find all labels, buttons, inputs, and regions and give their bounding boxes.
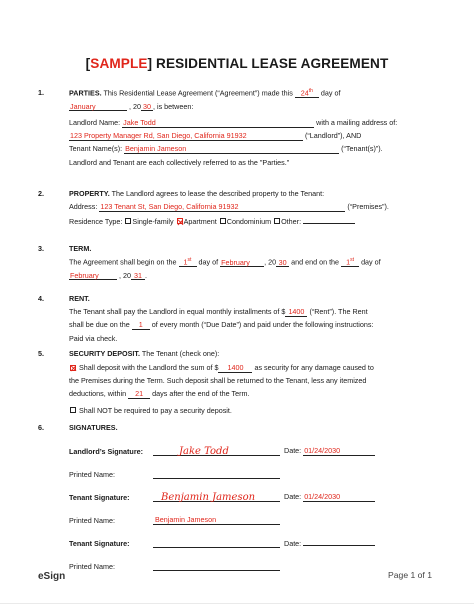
- landlord-signature-row: Landlord’s Signature: Jake Todd Date: 01/24/2030: [69, 437, 444, 460]
- rent-due-day-field[interactable]: 1: [132, 321, 150, 330]
- premises-address-field[interactable]: 123 Tenant St, San Diego, California 91932: [99, 203, 345, 212]
- other-type-field[interactable]: [303, 223, 355, 224]
- end-month[interactable]: February: [69, 272, 117, 281]
- tenant-printed-name: Benjamin Jameson: [155, 514, 217, 524]
- payment-instructions: Paid via check.: [69, 333, 118, 343]
- section-security-deposit: 5. SECURITY DEPOSIT. The Tenant (check one): Shall deposit with the Landlord the sum of $ 1400 as security for any damage caused to the Premises during the Term. Such deposit shall be returned to the Tenant, less any itemized deductions, within 21 days after the end of the Term. Shall NOT be required to pay a security deposit.: [38, 349, 374, 415]
- landlord-name-field[interactable]: Jake Todd: [122, 119, 314, 128]
- condominium-checkbox[interactable]: [220, 218, 226, 224]
- deposit-amount-field[interactable]: 1400: [218, 364, 252, 373]
- end-day[interactable]: 1st: [341, 258, 359, 267]
- landlord-address-field[interactable]: 123 Property Manager Rd, San Diego, California 91932: [69, 132, 303, 141]
- section-rent: 4. RENT. The Tenant shall pay the Landlord in equal monthly installments of $ 1400 (“Rent”). The Rent shall be due on the 1 of every month (“Due Date”) and paid under the following instructions: Paid via check.: [38, 295, 444, 347]
- tenant2-signature-row: Tenant Signature: Date:: [69, 529, 444, 552]
- bottom-divider: [0, 603, 474, 604]
- tenant2-date-field[interactable]: [303, 545, 375, 546]
- tenant-name-field[interactable]: Benjamin Jameson: [124, 145, 339, 154]
- landlord-signature: Jake Todd: [179, 446, 229, 458]
- sample-label: SAMPLE: [90, 56, 148, 71]
- tenant2-printed-row: Printed Name:: [69, 552, 444, 575]
- start-year[interactable]: 30: [276, 259, 289, 268]
- tenant2-printed-name-field[interactable]: [153, 553, 280, 571]
- single-family-checkbox[interactable]: [125, 218, 131, 224]
- landlord-printed-name-field[interactable]: [153, 461, 280, 479]
- tenant-signature: Benjamin Jameson: [161, 492, 256, 504]
- apartment-checkbox[interactable]: [177, 218, 183, 224]
- rent-amount-field[interactable]: 1400: [285, 308, 307, 317]
- end-year[interactable]: 31: [131, 272, 145, 281]
- section-parties: 1. PARTIES. This Residential Lease Agreement (“Agreement”) made this 24th day of January , 20 30 , is between: Landlord Name: Jake Todd with a mailing address of: 123 Property Manager Rd, San Diego, California 91932 (“Landlord”), AND Tenant Name(s): Benjamin Jameson (“Tenant(s)”). Landlord and Tenant are each collectively referred to as the "Parties.": [38, 89, 444, 171]
- agreement-month[interactable]: January: [69, 103, 127, 112]
- section-term: 3. TERM. The Agreement shall begin on the 1st day of February , 20 30 and end on the 1st day of February , 20 31 .: [38, 244, 381, 280]
- start-day[interactable]: 1st: [179, 258, 197, 267]
- landlord-printed-row: Printed Name:: [69, 460, 444, 483]
- agreement-day[interactable]: 24th: [295, 89, 319, 98]
- tenant-date-field[interactable]: 01/24/2030: [303, 493, 375, 502]
- agreement-year[interactable]: 30: [143, 101, 151, 111]
- collective-note: Landlord and Tenant are each collectively referred to as the "Parties.": [69, 157, 290, 167]
- deposit-return-days-field[interactable]: 21: [128, 390, 150, 399]
- tenant2-signature-line[interactable]: [153, 530, 280, 548]
- tenant-signature-row: Tenant Signature: Benjamin Jameson Date: 01/24/2030: [69, 483, 444, 506]
- landlord-date-field[interactable]: 01/24/2030: [303, 447, 375, 456]
- other-checkbox[interactable]: [274, 218, 280, 224]
- start-month[interactable]: February: [220, 259, 264, 268]
- esign-logo: eSign: [38, 571, 66, 582]
- no-deposit-checkbox[interactable]: [70, 407, 76, 413]
- tenant-printed-row: Printed Name: Benjamin Jameson: [69, 506, 444, 529]
- document-title: [SAMPLE] RESIDENTIAL LEASE AGREEMENT: [85, 56, 389, 71]
- section-property: 2. PROPERTY. The Landlord agrees to lease the described property to the Tenant: Address: 123 Tenant St, San Diego, California 91932 (“Premises”). Residence Type: Single-family Apartment Condominium Other:: [38, 189, 389, 226]
- deposit-required-checkbox[interactable]: [70, 365, 76, 371]
- page-number: Page 1 of 1: [388, 570, 432, 580]
- section-signatures: 6. SIGNATURES. Landlord’s Signature: Jake Todd Date: 01/24/2030 Printed Name: Tenant Signature: Benjamin Jameson Date: 01/24/2030 Printed Name: Benjamin Jameson Tenant Signature: Date: Printed Name:: [38, 424, 444, 575]
